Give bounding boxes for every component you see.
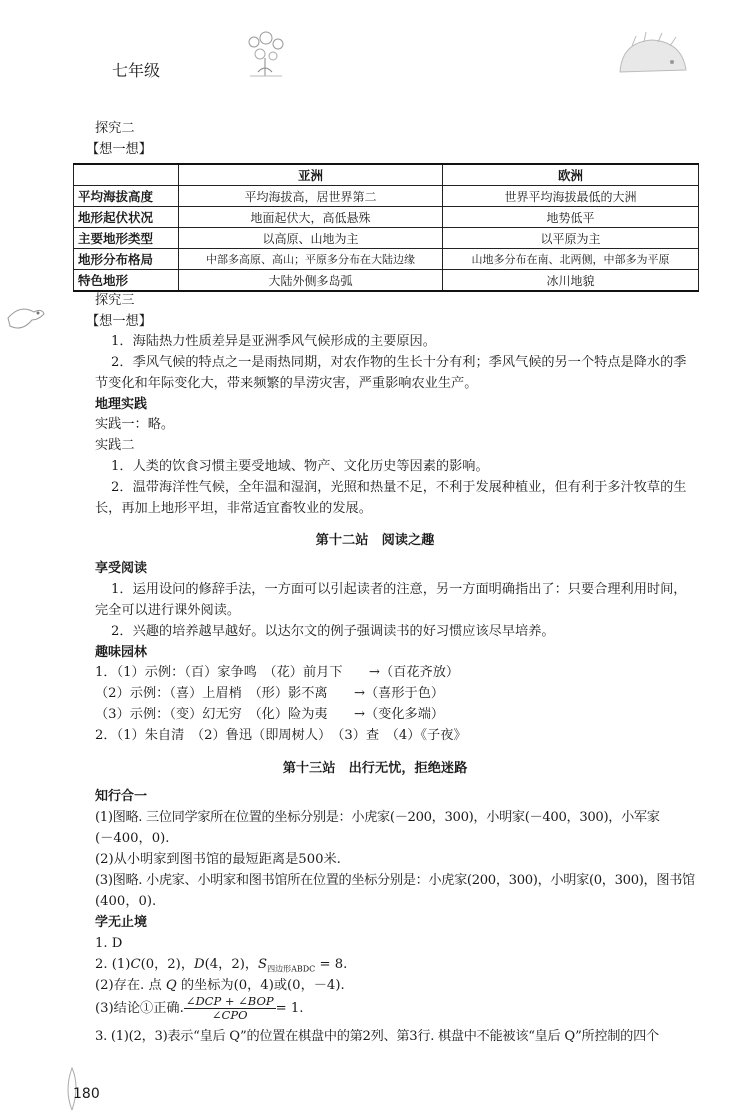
table-header-europe: 欧洲 bbox=[443, 164, 699, 186]
text-segment: = 8. bbox=[315, 957, 348, 972]
row-header: 主要地形类型 bbox=[74, 228, 179, 249]
text-segment: 2. (1) bbox=[95, 957, 131, 972]
text-line: 1. D bbox=[95, 936, 123, 951]
text-line: 实践二 bbox=[95, 438, 135, 453]
row-header: 地形分布格局 bbox=[74, 249, 179, 270]
math-line bbox=[95, 993, 303, 1025]
section-title-enjoy-reading: 享受阅读 bbox=[95, 561, 148, 576]
subtitle-think: 【想一想】 bbox=[86, 142, 152, 157]
flower-illustration bbox=[240, 28, 290, 80]
text-line: 实践一：略。 bbox=[95, 417, 175, 432]
table-row bbox=[74, 249, 699, 270]
text-line: 完全可以进行课外阅读。 bbox=[95, 603, 241, 618]
text-line: 3. (1)(2，3)表示“皇后 Q”的位置在棋盘中的第2列、第3行. 棋盘中不能被该“皇后 Q”所控制的四个 bbox=[95, 1029, 659, 1044]
math-subscript: 四边形ABDC bbox=[267, 964, 316, 974]
table-cell: 大陆外侧多岛弧 bbox=[179, 270, 443, 292]
fraction-numerator: ∠DCP + ∠BOP bbox=[185, 994, 274, 1008]
text-line: （3）示例：（变）幻无穷 （化）险为夷 →（变化多端） bbox=[95, 707, 445, 722]
math-var: S bbox=[258, 957, 268, 972]
table-cell: 世界平均海拔最低的大洲 bbox=[443, 186, 699, 207]
table-cell: 地面起伏大，高低悬殊 bbox=[179, 207, 443, 228]
table-cell: 冰川地貌 bbox=[443, 270, 699, 292]
text-line: 长，再加上地形平坦，非常适宜畜牧业的发展。 bbox=[95, 501, 372, 516]
fraction bbox=[184, 995, 276, 1022]
text-line: (2)从小明家到图书馆的最短距离是500米. bbox=[95, 852, 341, 867]
text-line: (3)图略. 小虎家、小明家和图书馆所在位置的坐标分别是：小虎家(200，300)，小明家(0，300)，图书馆 bbox=[95, 873, 695, 888]
text-line: 2．兴趣的培养越早越好。以达尔文的例子强调读书的好习惯应该尽早培养。 bbox=[111, 624, 555, 639]
text-line: 节变化和年际变化大，带来频繁的旱涝灾害，严重影响农业生产。 bbox=[95, 376, 478, 391]
station-12-title: 第十二站 阅读之趣 bbox=[315, 533, 435, 548]
station-13-title: 第十三站 出行无忧，拒绝迷路 bbox=[282, 761, 468, 776]
row-header: 特色地形 bbox=[74, 270, 179, 292]
table-cell: 平均海拔高，居世界第二 bbox=[179, 186, 443, 207]
text-segment: 的坐标为(0，4)或(0，－4). bbox=[176, 978, 345, 993]
text-line: 1．运用设问的修辞手法，一方面可以引起读者的注意，另一方面明确指出了：只要合理利用时间， bbox=[111, 582, 687, 597]
subtitle-think: 【想一想】 bbox=[86, 314, 152, 329]
text-line: (400，0). bbox=[95, 894, 157, 909]
table-cell: 以平原为主 bbox=[443, 228, 699, 249]
text-segment: (3)结论①正确. bbox=[95, 1001, 184, 1016]
text-line: 2．季风气候的特点之一是雨热同期，对农作物的生长十分有利；季风气候的另一个特点是降水的季 bbox=[111, 355, 687, 370]
table-row bbox=[74, 186, 699, 207]
text-segment: (2)存在. 点 bbox=[95, 978, 166, 993]
section-title-tanjiu2: 探究二 bbox=[95, 121, 135, 136]
text-segment: = 1. bbox=[275, 1001, 304, 1016]
text-line: 1．（1）示例：（百）家争鸣 （花）前月下 →（百花齐放） bbox=[95, 665, 460, 680]
text-line: (－400，0). bbox=[95, 831, 170, 846]
text-segment: (0，2)， bbox=[140, 957, 195, 972]
table-header-empty bbox=[74, 164, 179, 186]
text-line: 1．海陆热力性质差异是亚洲季风气候形成的主要原因。 bbox=[111, 334, 436, 349]
text-line: 2．温带海洋性气候，全年温和湿润，光照和热量不足，不利于发展种植业，但有利于多汁牧草的生 bbox=[111, 480, 687, 495]
text-line: (1)图略. 三位同学家所在位置的坐标分别是：小虎家(－200，300)，小明家(－400，300)，小军家 bbox=[95, 810, 660, 825]
text-line: 1．人类的饮食习惯主要受地域、物产、文化历史等因素的影响。 bbox=[111, 459, 489, 474]
text-line: 2．（1）朱自清 （2）鲁迅（即周树人） （3）查 （4）《子夜》 bbox=[95, 728, 467, 743]
geography-table bbox=[73, 163, 699, 292]
section-title-tanjiu3: 探究三 bbox=[95, 293, 135, 308]
section-title-practice: 地理实践 bbox=[95, 397, 148, 412]
table-cell: 中部多高原、高山；平原多分布在大陆边缘 bbox=[179, 249, 443, 270]
bird-illustration bbox=[4, 298, 48, 336]
table-row bbox=[74, 228, 699, 249]
table-row bbox=[74, 270, 699, 292]
table-cell: 山地多分布在南、北两侧，中部多为平原 bbox=[443, 249, 699, 270]
table-cell: 地势低平 bbox=[443, 207, 699, 228]
row-header: 平均海拔高度 bbox=[74, 186, 179, 207]
table-header-asia: 亚洲 bbox=[179, 164, 443, 186]
text-segment: (4，2)， bbox=[204, 957, 259, 972]
math-var: C bbox=[130, 957, 141, 972]
table-header-row bbox=[74, 164, 699, 186]
section-title-garden: 趣味园林 bbox=[95, 645, 148, 660]
text-line: （2）示例：（喜）上眉梢 （形）影不离 →（喜形于色） bbox=[95, 686, 445, 701]
fraction-denominator: ∠CPO bbox=[211, 1008, 248, 1022]
grade-header: 七年级 bbox=[112, 61, 161, 80]
row-header: 地形起伏状况 bbox=[74, 207, 179, 228]
section-title-xuewu: 学无止境 bbox=[95, 915, 148, 930]
math-var: D bbox=[194, 957, 205, 972]
section-title-zhixing: 知行合一 bbox=[95, 789, 148, 804]
table-cell: 以高原、山地为主 bbox=[179, 228, 443, 249]
math-var: Q bbox=[165, 978, 177, 993]
table-row bbox=[74, 207, 699, 228]
hedgehog-illustration bbox=[612, 32, 692, 80]
page-number: 180 bbox=[73, 1086, 100, 1102]
